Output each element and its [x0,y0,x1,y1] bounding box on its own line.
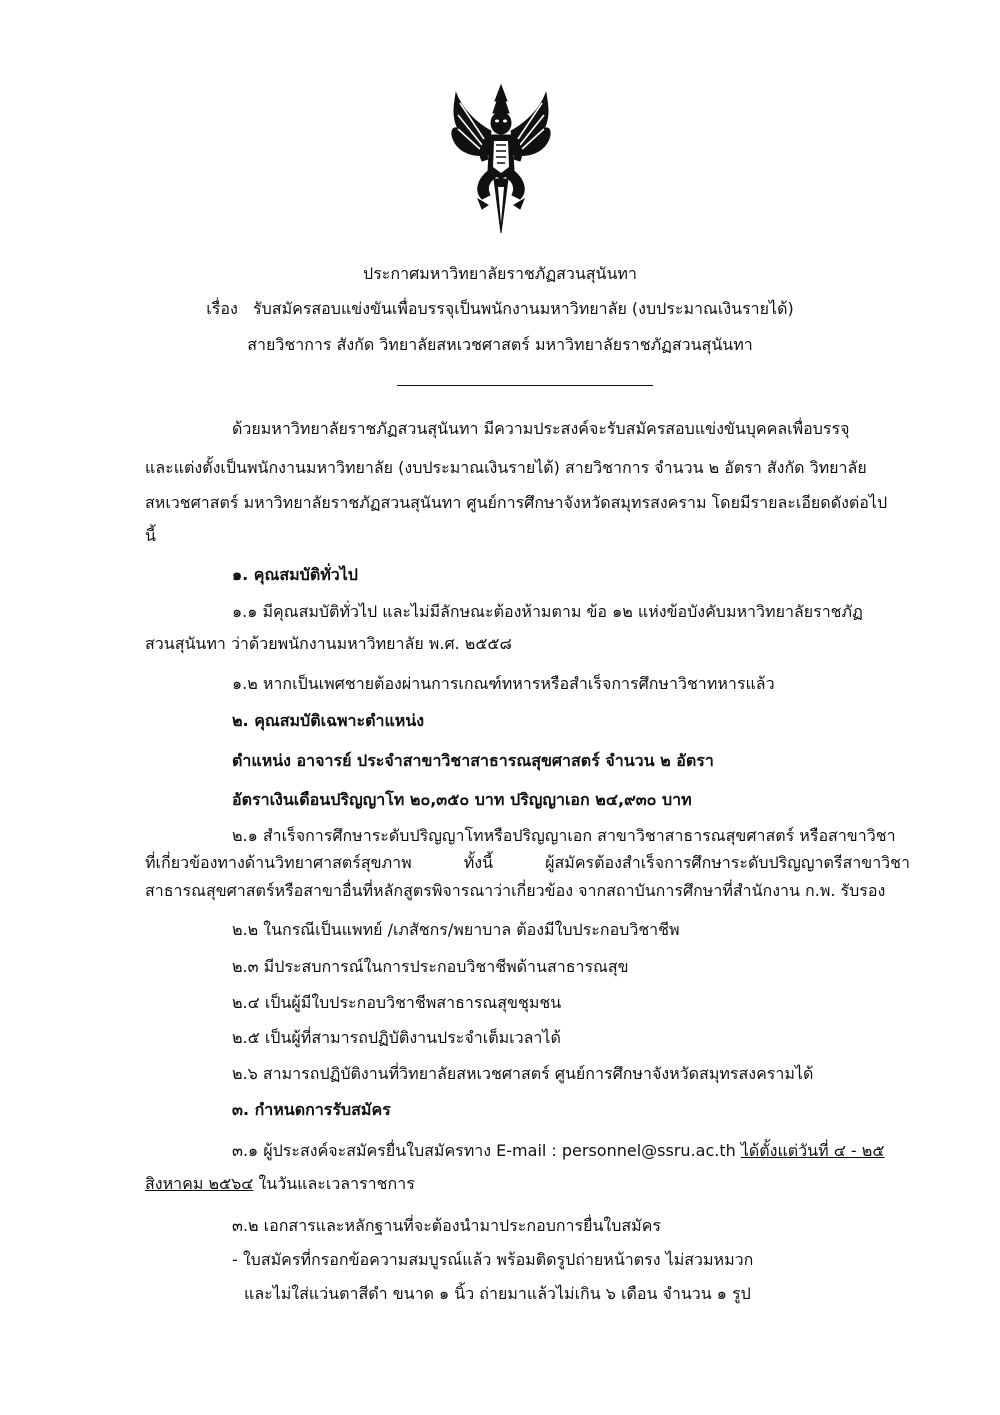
section3-item1-line1 [232,1141,910,1161]
section2-heading: ๒. คุณสมบัติเฉพาะตำแหน่ง [232,711,425,730]
subject-text: รับสมัครสอบแข่งขันเพื่อบรรจุเป็นพนักงานมหาวิทยาลัย (งบประมาณเงินรายได้) [253,299,794,318]
section3-bullet1-line1: - ใบสมัครที่กรอกข้อความสมบูรณ์แล้ว พร้อมติดรูปถ่ายหน้าตรง ไม่สวมหมวก [232,1250,754,1269]
section2-item1-line2 [145,853,910,873]
section2-position: ตำแหน่ง อาจารย์ ประจำสาขาวิชาสาธารณสุขศาสตร์ จำนวน ๒ อัตรา [232,751,714,770]
section1-item1-line1: ๑.๑ มีคุณสมบัติทั่วไป และไม่มีลักษณะต้องห้ามตาม ข้อ ๑๒ แห่งข้อบังคับมหาวิทยาลัยราชภัฏ [232,602,863,621]
section2-item2: ๒.๒ ในกรณีเป็นแพทย์ /เภสัชกร/พยาบาล ต้องมีใบประกอบวิชาชีพ [232,920,680,939]
application-dates-underlined: ได้ตั้งแต่วันที่ ๔ - ๒๕ [740,1141,885,1160]
section2-item5: ๒.๕ เป็นผู้ที่สามารถปฏิบัติงานประจำเต็มเวลาได้ [232,1028,561,1047]
item1-line2-part-b: ทั้งนี้ [463,853,494,872]
application-month-underlined: สิงหาคม ๒๕๖๔ [145,1174,254,1193]
section2-salary: อัตราเงินเดือนปริญญาโท ๒๐,๓๕๐ บาท ปริญญาเอก ๒๔,๙๓๐ บาท [232,790,692,809]
section3-item2: ๓.๒ เอกสารและหลักฐานที่จะต้องนำมาประกอบการยื่นใบสมัคร [232,1216,661,1235]
section2-item3: ๒.๓ มีประสบการณ์ในการประกอบวิชาชีพด้านสาธารณสุข [232,957,629,976]
header-divider [397,385,653,386]
intro-line-2: และแต่งตั้งเป็นพนักงานมหาวิทยาลัย (งบประมาณเงินรายได้) สายวิชาการ จำนวน ๒ อัตรา สังกัด วิทยาลัย [145,458,867,477]
intro-line-4: นี้ [145,526,156,545]
section2-item4: ๒.๔ เป็นผู้มีใบประกอบวิชาชีพสาธารณสุขชุมชน [232,993,562,1012]
section1-heading: ๑. คุณสมบัติทั่วไป [232,565,358,584]
item1-prefix: ๓.๑ ผู้ประสงค์จะสมัครยื่นใบสมัครทาง E-mail : personnel@ssru.ac.th [232,1141,741,1160]
section1-item1-line2: สวนสุนันทา ว่าด้วยพนักงานมหาวิทยาลัย พ.ศ. ๒๕๕๘ [145,634,512,653]
section3-heading: ๓. กำหนดการรับสมัคร [232,1100,391,1119]
announcement-subject-line2: สายวิชาการ สังกัด วิทยาลัยสหเวชศาสตร์ มหาวิทยาลัยราชภัฏสวนสุนันทา [247,335,753,354]
item1-line2-part-a: ที่เกี่ยวข้องทางด้านวิทยาศาสตร์สุขภาพ [145,853,412,872]
garuda-emblem-icon [448,83,554,235]
item1-line2-rest: ในวันและเวลาราชการ [253,1174,415,1193]
intro-line-3: สหเวชศาสตร์ มหาวิทยาลัยราชภัฏสวนสุนันทา ศูนย์การศึกษาจังหวัดสมุทรสงคราม โดยมีรายละเอียดดังต่อไป [145,493,888,512]
item1-line2-part-c: ผู้สมัครต้องสำเร็จการศึกษาระดับปริญญาตรีสาขาวิชา [545,853,910,872]
announcement-title: ประกาศมหาวิทยาลัยราชภัฏสวนสุนันทา [363,264,637,283]
subject-label: เรื่อง [206,299,238,318]
section2-item1-line3: สาธารณสุขศาสตร์หรือสาขาอื่นที่หลักสูตรพิจารณาว่าเกี่ยวข้อง จากสถาบันการศึกษาที่สำนักงาน ก.พ. รับรอง [145,881,886,900]
section1-item2: ๑.๒ หากเป็นเพศชายต้องผ่านการเกณฑ์ทหารหรือสำเร็จการศึกษาวิชาทหารแล้ว [232,674,775,693]
announcement-subject [0,297,1000,322]
section3-bullet1-line2: และไม่ใส่แว่นตาสีดำ ขนาด ๑ นิ้ว ถ่ายมาแล้วไม่เกิน ๖ เดือน จำนวน ๑ รูป [244,1284,751,1303]
section3-item1-line2 [145,1174,910,1194]
section2-item6: ๒.๖ สามารถปฏิบัติงานที่วิทยาลัยสหเวชศาสตร์ ศูนย์การศึกษาจังหวัดสมุทรสงครามได้ [232,1064,814,1083]
intro-line-1: ด้วยมหาวิทยาลัยราชภัฏสวนสุนันทา มีความประสงค์จะรับสมัครสอบแข่งขันบุคคลเพื่อบรรจุ [232,419,850,438]
section2-item1-line1: ๒.๑ สำเร็จการศึกษาระดับปริญญาโทหรือปริญญาเอก สาขาวิชาสาธารณสุขศาสตร์ หรือสาขาวิชา [232,826,896,845]
